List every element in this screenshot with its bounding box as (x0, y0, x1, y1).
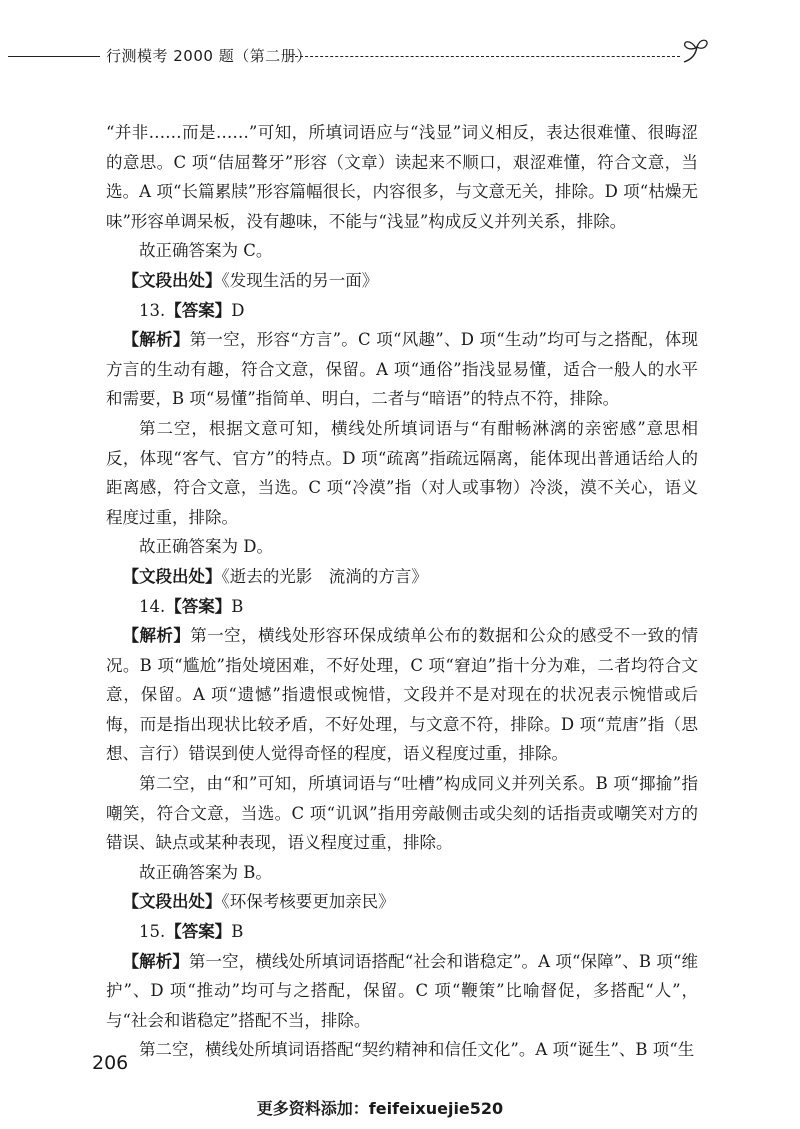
paragraph (106, 1035, 698, 1065)
paragraph-text: 《逝去的光影 流淌的方言》 (221, 566, 428, 586)
paragraph-text: 第一空，横线处形容环保成绩单公布的数据和公众的感受不一致的情况。B 项“尴尬”指处境困难，不好处理，C 项“窘迫”指十分为难，二者均符合文意，保留。A 项“遗憾”指遗恨或惋惜，文段并不是对现在的状况表示惋惜或后悔，而是指出现状比较矛盾，不好处理，与文意不符，排除。D 项“荒唐”指（思想、言行）错误到使人觉得奇怪的程度，语义程度过重，排除。 (106, 626, 699, 764)
running-header (8, 36, 708, 72)
paragraph-text: 第二空，由“和”可知，所填词语与“吐槽”构成同义并列关系。B 项“揶揄”指嘲笑，符合文意，当选。C 项“讥讽”指用旁敲侧击或尖刻的话指责或嘲笑对方的错误、缺点或某种表现，语义程度过重，排除。 (106, 774, 698, 853)
paragraph-text: “并非……而是……”可知，所填词语应与“浅显”词义相反，表达很难懂、很晦涩的意思。C 项“佶屈聱牙”形容（文章）读起来不顺口，艰涩难懂，符合文意，当选。A 项“长篇累牍”形容篇幅很长，内容很多，与文意无关，排除。D 项“枯燥无味”形容单调呆板，没有趣味，不能与“浅显”构成反义并列关系，排除。 (106, 123, 698, 231)
section-label: 【文段出处】 (122, 892, 222, 912)
paragraph-text: 第一空，形容“方言”。C 项“风趣”、D 项“生动”均可与之搭配，体现方言的生动有趣，符合文意，保留。A 项“通俗”指浅显易懂，适合一般人的水平和需要，B 项“易懂”指简单、明白，二者与“暗语”的特点不符，排除。 (106, 330, 698, 409)
paragraph (106, 325, 698, 414)
question-number: 15. (139, 922, 166, 942)
paragraph (106, 414, 698, 532)
paragraph (106, 858, 698, 888)
paragraph-text: 故正确答案为 B。 (139, 862, 272, 882)
paragraph (106, 887, 698, 917)
paragraph-text: 故正确答案为 C。 (139, 241, 273, 261)
paragraph-text: D (231, 300, 245, 320)
paragraph-text: 《发现生活的另一面》 (221, 270, 379, 290)
header-rule-left (8, 56, 100, 57)
header-rule-right (290, 56, 680, 57)
paragraph-text: 《环保考核要更加亲民》 (221, 892, 395, 912)
paragraph-text: B (231, 596, 244, 616)
paragraph (106, 592, 698, 622)
paragraph (106, 917, 698, 947)
paragraph (106, 562, 698, 592)
sprout-icon (680, 36, 710, 64)
section-label: 【解析】 (122, 626, 191, 646)
paragraph-text: 故正确答案为 D。 (139, 537, 273, 557)
paragraph (106, 296, 698, 326)
section-label: 【答案】 (165, 596, 232, 616)
section-label: 【答案】 (165, 922, 232, 942)
footer-text: 更多资料添加：feifeixuejie520 (256, 1099, 504, 1118)
paragraph (106, 621, 698, 769)
paragraph-text: 第一空，横线处所填词语搭配“社会和谐稳定”。A 项“保障”、B 项“维护”、D 项“推动”均可与之搭配，保留。C 项“鞭策”比喻督促，多搭配“人”，与“社会和谐稳定”搭配不当，排除。 (106, 951, 698, 1030)
header-title: 行测模考 2000 题（第二册） (106, 47, 312, 65)
paragraph (106, 236, 698, 266)
section-label: 【解析】 (122, 330, 190, 350)
paragraph (106, 769, 698, 858)
question-number: 13. (139, 300, 166, 320)
paragraph-text: 第二空，横线处所填词语搭配“契约精神和信任文化”。A 项“诞生”、B 项“生 (139, 1040, 695, 1060)
page-number: 206 (92, 1052, 129, 1074)
section-label: 【文段出处】 (122, 566, 222, 586)
paragraph (106, 118, 698, 236)
paragraph-text: 第二空，根据文意可知，横线处所填词语与“有酣畅淋漓的亲密感”意思相反，体现“客气、官方”的特点。D 项“疏离”指疏远隔离，能体现出普通话给人的距离感，符合文意，当选。C 项“冷漠”指（对人或事物）冷淡，漠不关心，语义程度过重，排除。 (106, 418, 698, 527)
section-label: 【答案】 (165, 300, 232, 320)
paragraph (106, 266, 698, 296)
question-number: 14. (139, 596, 166, 616)
page-body (106, 118, 698, 1065)
paragraph-text: B (231, 922, 244, 942)
footer-note (0, 1096, 800, 1119)
section-label: 【解析】 (122, 951, 189, 971)
paragraph (106, 947, 698, 1036)
section-label: 【文段出处】 (122, 270, 222, 290)
paragraph (106, 532, 698, 562)
